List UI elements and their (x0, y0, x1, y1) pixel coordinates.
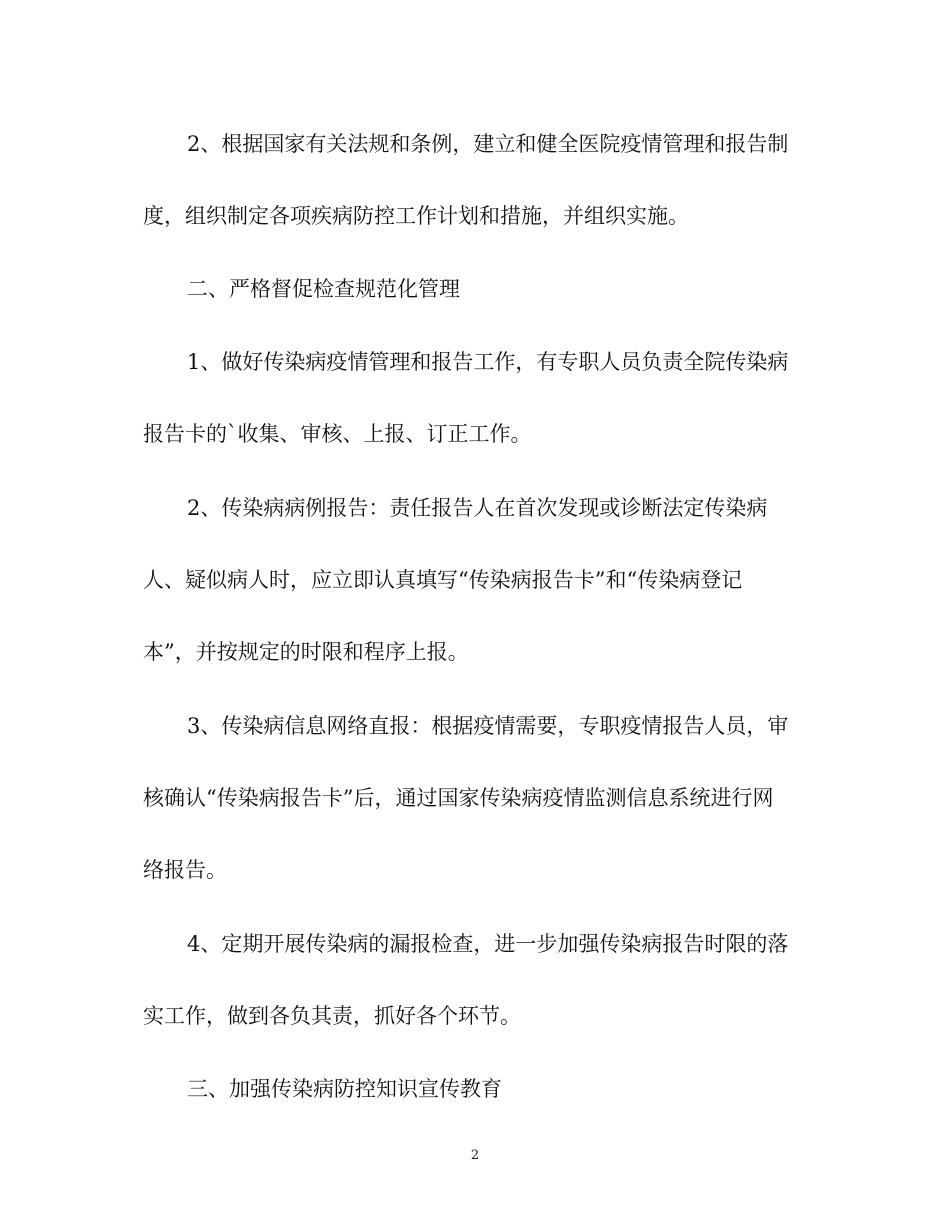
paragraph-line: 3、传染病信息网络直报：根据疫情需要，专职疫情报告人员，审 (187, 714, 789, 738)
paragraph-line: 络报告。 (143, 858, 227, 882)
paragraph-line: 度，组织制定各项疾病防控工作计划和措施，并组织实施。 (143, 204, 689, 228)
paragraph-line: 2、传染病病例报告：责任报告人在首次发现或诊断法定传染病 (187, 496, 768, 520)
paragraph-line: 4、定期开展传染病的漏报检查，进一步加强传染病报告时限的落 (187, 932, 789, 956)
paragraph-line: 人、疑似病人时，应立即认真填写“传染病报告卡”和“传染病登记 (143, 568, 743, 592)
paragraph-line: 2、根据国家有关法规和条例，建立和健全医院疫情管理和报告制 (187, 132, 789, 156)
section-heading: 三、加强传染病防控知识宣传教育 (187, 1077, 502, 1101)
paragraph-line: 核确认“传染病报告卡”后，通过国家传染病疫情监测信息系统进行网 (143, 786, 774, 810)
paragraph-line: 本”，并按规定的时限和程序上报。 (143, 640, 469, 664)
page-number: 2 (470, 1148, 480, 1163)
paragraph-line: 1、做好传染病疫情管理和报告工作，有专职人员负责全院传染病 (187, 350, 789, 374)
section-heading: 二、严格督促检查规范化管理 (187, 277, 460, 301)
paragraph-line: 报告卡的`收集、审核、上报、订正工作。 (143, 422, 532, 446)
paragraph-line: 实工作，做到各负其责，抓好各个环节。 (143, 1004, 521, 1028)
